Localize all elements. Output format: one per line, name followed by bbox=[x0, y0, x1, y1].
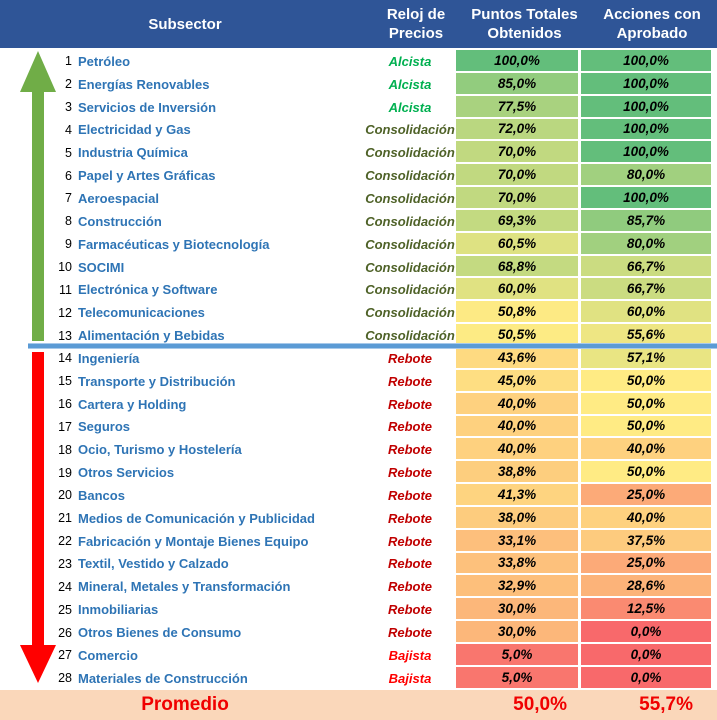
row-number: 23 bbox=[58, 556, 72, 571]
row-number: 25 bbox=[58, 602, 72, 617]
puntos-cell: 85,0% bbox=[456, 73, 581, 96]
row-number: 12 bbox=[58, 305, 72, 320]
clock-phase: Alcista bbox=[388, 53, 432, 69]
clock-phase: Consolidación bbox=[365, 328, 455, 344]
subsector-name: Electrónica y Software bbox=[78, 282, 218, 298]
row-number: 11 bbox=[59, 282, 72, 297]
puntos-cell: 60,5% bbox=[456, 233, 581, 256]
clock-phase: Consolidación bbox=[365, 168, 455, 184]
acciones-cell: 37,5% bbox=[581, 530, 711, 553]
table-row bbox=[0, 301, 717, 324]
puntos-cell: 50,5% bbox=[456, 324, 581, 347]
clock-phase: Rebote bbox=[387, 396, 433, 412]
puntos-cell: 77,5% bbox=[456, 96, 581, 119]
puntos-cell: 50,8% bbox=[456, 301, 581, 324]
table-row bbox=[0, 644, 717, 667]
table-header bbox=[0, 0, 717, 50]
subsector-name: SOCIMI bbox=[78, 259, 125, 275]
row-number: 10 bbox=[58, 260, 72, 275]
subsector-name: Seguros bbox=[78, 419, 131, 435]
puntos-cell: 30,0% bbox=[456, 621, 581, 644]
row-number: 24 bbox=[58, 579, 72, 594]
table-row bbox=[0, 370, 717, 393]
puntos-cell: 5,0% bbox=[456, 667, 581, 690]
puntos-cell: 60,0% bbox=[456, 278, 581, 301]
row-number: 20 bbox=[58, 488, 72, 503]
subsector-name: Otros Bienes de Consumo bbox=[78, 625, 242, 641]
table-row bbox=[0, 598, 717, 621]
acciones-cell: 12,5% bbox=[581, 598, 711, 621]
subsector-name: Construcción bbox=[78, 213, 162, 229]
header-reloj-line2: Precios bbox=[388, 25, 444, 42]
clock-phase: Consolidación bbox=[365, 305, 455, 321]
puntos-cell: 69,3% bbox=[456, 210, 581, 233]
subsector-name: Petróleo bbox=[78, 53, 131, 69]
subsector-name: Alimentación y Bebidas bbox=[78, 328, 225, 344]
subsector-name: Energías Renovables bbox=[78, 76, 210, 92]
subsector-name: Industria Química bbox=[78, 145, 188, 161]
table-row bbox=[0, 73, 717, 96]
acciones-cell: 100,0% bbox=[581, 73, 711, 96]
table-row bbox=[0, 416, 717, 439]
row-number: 8 bbox=[65, 214, 72, 229]
subsector-name: Papel y Artes Gráficas bbox=[78, 168, 216, 184]
summary-label: Promedio bbox=[141, 694, 229, 715]
clock-phase: Alcista bbox=[388, 99, 432, 115]
row-number: 15 bbox=[58, 374, 72, 389]
summary-puntos-value: 50,0% bbox=[513, 694, 567, 715]
row-number: 5 bbox=[65, 145, 72, 160]
subsector-name: Ingeniería bbox=[78, 350, 140, 366]
puntos-cell: 70,0% bbox=[456, 164, 581, 187]
header-puntos-line2: Obtenidos bbox=[487, 25, 562, 42]
table-row bbox=[0, 256, 717, 279]
acciones-cell: 50,0% bbox=[581, 461, 711, 484]
row-number: 6 bbox=[65, 168, 72, 183]
table-row bbox=[0, 96, 717, 119]
puntos-cell: 41,3% bbox=[456, 484, 581, 507]
puntos-cell: 72,0% bbox=[456, 119, 581, 142]
row-number: 17 bbox=[58, 419, 72, 434]
clock-phase: Rebote bbox=[387, 625, 433, 641]
table-row bbox=[0, 187, 717, 210]
subsector-name: Comercio bbox=[78, 647, 138, 663]
acciones-cell: 50,0% bbox=[581, 416, 711, 439]
puntos-cell: 30,0% bbox=[456, 598, 581, 621]
header-subsector-label: Subsector bbox=[148, 15, 222, 33]
row-number: 27 bbox=[58, 648, 72, 663]
clock-phase: Consolidación bbox=[365, 145, 455, 161]
table-row bbox=[0, 278, 717, 301]
clock-phase: Rebote bbox=[387, 510, 433, 526]
clock-phase: Rebote bbox=[387, 487, 433, 503]
acciones-cell: 60,0% bbox=[581, 301, 711, 324]
acciones-cell: 0,0% bbox=[581, 644, 711, 667]
table-row bbox=[0, 393, 717, 416]
table-row bbox=[0, 484, 717, 507]
row-number: 3 bbox=[65, 100, 72, 115]
puntos-cell: 45,0% bbox=[456, 370, 581, 393]
puntos-cell: 33,8% bbox=[456, 553, 581, 576]
uptrend-arrow-icon bbox=[20, 51, 56, 341]
header-acciones-line1: Acciones con bbox=[603, 6, 701, 23]
clock-phase: Consolidación bbox=[365, 282, 455, 298]
acciones-cell: 100,0% bbox=[581, 119, 711, 142]
subsector-name: Textil, Vestido y Calzado bbox=[78, 556, 229, 572]
table-row bbox=[0, 575, 717, 598]
subsector-name: Medios de Comunicación y Publicidad bbox=[78, 510, 315, 526]
table-row bbox=[0, 667, 717, 690]
acciones-cell: 80,0% bbox=[581, 164, 711, 187]
header-subsector bbox=[0, 0, 370, 48]
acciones-cell: 40,0% bbox=[581, 438, 711, 461]
puntos-cell: 40,0% bbox=[456, 438, 581, 461]
subsector-name: Ocio, Turismo y Hostelería bbox=[78, 442, 242, 458]
row-number: 4 bbox=[65, 122, 72, 137]
row-number: 18 bbox=[58, 442, 72, 457]
puntos-cell: 33,1% bbox=[456, 530, 581, 553]
row-number: 9 bbox=[65, 237, 72, 252]
subsector-name: Inmobiliarias bbox=[78, 602, 159, 618]
clock-phase: Rebote bbox=[387, 556, 433, 572]
acciones-cell: 0,0% bbox=[581, 621, 711, 644]
header-acciones-line2: Aprobado bbox=[616, 25, 688, 42]
header-puntos-line1: Puntos Totales bbox=[471, 6, 578, 23]
row-number: 7 bbox=[65, 191, 72, 206]
table-row bbox=[0, 438, 717, 461]
acciones-cell: 40,0% bbox=[581, 507, 711, 530]
puntos-cell: 38,8% bbox=[456, 461, 581, 484]
puntos-cell: 38,0% bbox=[456, 507, 581, 530]
header-puntos-totales bbox=[462, 0, 587, 48]
summary-acciones-value: 55,7% bbox=[639, 694, 693, 715]
puntos-cell: 43,6% bbox=[456, 347, 581, 370]
acciones-cell: 66,7% bbox=[581, 256, 711, 279]
clock-phase: Rebote bbox=[387, 579, 433, 595]
table-row bbox=[0, 553, 717, 576]
clock-phase: Rebote bbox=[387, 419, 433, 435]
row-number: 16 bbox=[58, 397, 72, 412]
puntos-cell: 70,0% bbox=[456, 187, 581, 210]
subsector-name: Telecomunicaciones bbox=[78, 305, 205, 321]
row-number: 19 bbox=[58, 465, 72, 480]
clock-phase: Rebote bbox=[387, 350, 433, 366]
row-number: 22 bbox=[58, 534, 72, 549]
acciones-cell: 55,6% bbox=[581, 324, 711, 347]
acciones-cell: 50,0% bbox=[581, 370, 711, 393]
clock-phase: Consolidación bbox=[365, 122, 455, 138]
downtrend-arrow-icon bbox=[20, 352, 56, 683]
subsector-name: Transporte y Distribución bbox=[78, 373, 236, 389]
acciones-cell: 80,0% bbox=[581, 233, 711, 256]
clock-phase: Consolidación bbox=[365, 259, 455, 275]
acciones-cell: 100,0% bbox=[581, 96, 711, 119]
subsector-name: Bancos bbox=[78, 487, 125, 503]
summary-row bbox=[0, 690, 717, 720]
table-row bbox=[0, 119, 717, 142]
clock-phase: Rebote bbox=[387, 373, 433, 389]
table-row bbox=[0, 530, 717, 553]
subsector-name: Fabricación y Montaje Bienes Equipo bbox=[78, 533, 309, 549]
acciones-cell: 57,1% bbox=[581, 347, 711, 370]
acciones-cell: 50,0% bbox=[581, 393, 711, 416]
table-row bbox=[0, 50, 717, 73]
acciones-cell: 100,0% bbox=[581, 50, 711, 73]
subsector-name: Materiales de Construcción bbox=[78, 670, 248, 686]
clock-phase: Alcista bbox=[388, 76, 432, 92]
trend-arrows bbox=[14, 48, 62, 688]
header-reloj-de-precios bbox=[370, 0, 462, 48]
table-row bbox=[0, 621, 717, 644]
acciones-cell: 100,0% bbox=[581, 187, 711, 210]
puntos-cell: 40,0% bbox=[456, 416, 581, 439]
acciones-cell: 25,0% bbox=[581, 484, 711, 507]
acciones-cell: 25,0% bbox=[581, 553, 711, 576]
header-reloj-line1: Reloj de bbox=[386, 6, 446, 23]
subsector-name: Aeroespacial bbox=[78, 190, 159, 206]
clock-phase: Rebote bbox=[387, 442, 433, 458]
subsector-name: Otros Servicios bbox=[78, 465, 175, 481]
table-row bbox=[0, 233, 717, 256]
row-number: 13 bbox=[58, 328, 72, 343]
row-number: 21 bbox=[58, 511, 72, 526]
table-row bbox=[0, 347, 717, 370]
subsector-name: Servicios de Inversión bbox=[78, 99, 217, 115]
clock-phase: Consolidación bbox=[365, 190, 455, 206]
row-number: 1 bbox=[65, 54, 72, 69]
clock-phase: Rebote bbox=[387, 602, 433, 618]
header-acciones-aprobado bbox=[587, 0, 717, 48]
clock-phase: Rebote bbox=[387, 533, 433, 549]
subsector-table-body bbox=[0, 50, 717, 690]
puntos-cell: 70,0% bbox=[456, 141, 581, 164]
clock-phase: Bajista bbox=[388, 647, 432, 663]
puntos-cell: 40,0% bbox=[456, 393, 581, 416]
phase-separator-line bbox=[28, 343, 717, 349]
table-row bbox=[0, 507, 717, 530]
acciones-cell: 100,0% bbox=[581, 141, 711, 164]
row-number: 2 bbox=[65, 77, 72, 92]
row-number: 26 bbox=[58, 625, 72, 640]
puntos-cell: 68,8% bbox=[456, 256, 581, 279]
subsector-name: Farmacéuticas y Biotecnología bbox=[78, 236, 270, 252]
acciones-cell: 66,7% bbox=[581, 278, 711, 301]
clock-phase: Bajista bbox=[388, 670, 432, 686]
row-number: 14 bbox=[58, 351, 72, 366]
clock-phase: Consolidación bbox=[365, 236, 455, 252]
table-row bbox=[0, 461, 717, 484]
table-row bbox=[0, 164, 717, 187]
table-row bbox=[0, 141, 717, 164]
subsector-name: Cartera y Holding bbox=[78, 396, 187, 412]
acciones-cell: 0,0% bbox=[581, 667, 711, 690]
puntos-cell: 5,0% bbox=[456, 644, 581, 667]
clock-phase: Rebote bbox=[387, 465, 433, 481]
subsector-name: Electricidad y Gas bbox=[78, 122, 191, 138]
subsector-name: Mineral, Metales y Transformación bbox=[78, 579, 291, 595]
puntos-cell: 100,0% bbox=[456, 50, 581, 73]
clock-phase: Consolidación bbox=[365, 213, 455, 229]
table-row bbox=[0, 210, 717, 233]
row-number: 28 bbox=[58, 671, 72, 686]
puntos-cell: 32,9% bbox=[456, 575, 581, 598]
acciones-cell: 85,7% bbox=[581, 210, 711, 233]
acciones-cell: 28,6% bbox=[581, 575, 711, 598]
